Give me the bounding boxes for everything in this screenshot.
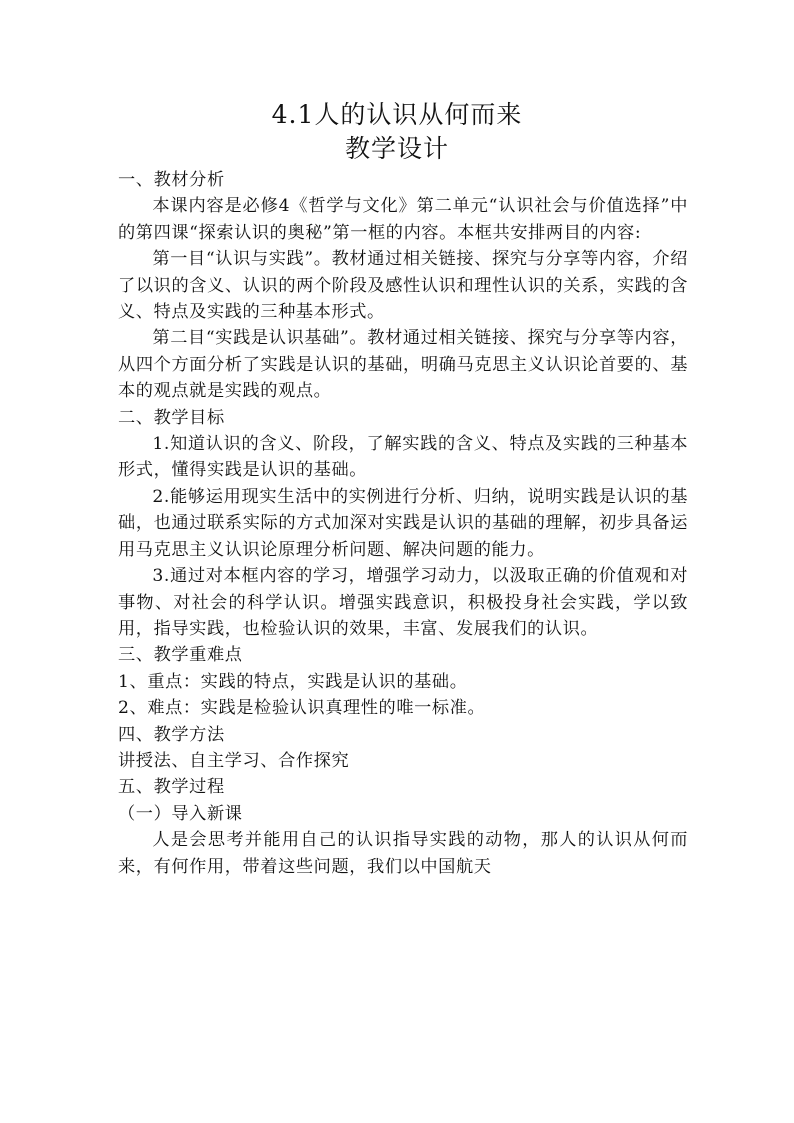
list-item: 2、难点：实践是检验认识真理性的唯一标准。 [118, 698, 486, 719]
document-title: 4.1人的认识从何而来 [271, 100, 523, 129]
section-heading-key-points: 三、教学重难点 [118, 645, 243, 666]
paragraph: 2.能够运用现实生活中的实例进行分析、归纳，说明实践是认识的基础，也通过联系实际的方式加深对实践是认识的基础的理解，初步具备运用马克思主义认识论原理分析问题、解决问题的能力。 [118, 486, 688, 560]
paragraph: 1.知道认识的含义、阶段，了解实践的含义、特点及实践的三种基本形式，懂得实践是认识的基础。 [118, 434, 688, 481]
paragraph: 本课内容是必修4《哲学与文化》第二单元“认识社会与价值选择”中的第四课“探索认识的奥秘”第一框的内容。本框共安排两目的内容: [118, 196, 688, 243]
document-subtitle: 教学设计 [344, 134, 449, 163]
section-heading-teaching-methods: 四、教学方法 [118, 724, 225, 745]
list-item: 讲授法、自主学习、合作探究 [118, 750, 350, 771]
paragraph: 3.通过对本框内容的学习，增强学习动力，以汲取正确的价值观和对事物、对社会的科学认识。增强实践意识，积极投身社会实践，学以致用，指导实践，也检验认识的效果，丰富、发展我们的认识。 [118, 566, 688, 639]
section-heading-teaching-goals: 二、教学目标 [118, 407, 225, 428]
document-body [118, 167, 688, 880]
paragraph: 第一目“认识与实践”。教材通过相关链接、探究与分享等内容，介绍了以识的含义、认识的两个阶段及感性认识和理性认识的关系，实践的含义、特点及实践的三种基本形式。 [118, 249, 688, 323]
paragraph: 第二目“实践是认识基础”。教材通过相关链接、探究与分享等内容，从四个方面分析了实践是认识的基础，明确马克思主义认识论首要的、基本的观点就是实践的观点。 [118, 328, 688, 402]
subsection-heading: （一）导入新课 [118, 803, 243, 824]
section-heading-teaching-process: 五、教学过程 [118, 777, 225, 798]
section-heading-textbook-analysis: 一、教材分析 [118, 170, 225, 190]
list-item: 1、重点：实践的特点，实践是认识的基础。 [118, 671, 468, 692]
paragraph: 人是会思考并能用自己的认识指导实践的动物，那人的认识从何而来，有何作用，带着这些问题，我们以中国航天 [118, 830, 688, 877]
